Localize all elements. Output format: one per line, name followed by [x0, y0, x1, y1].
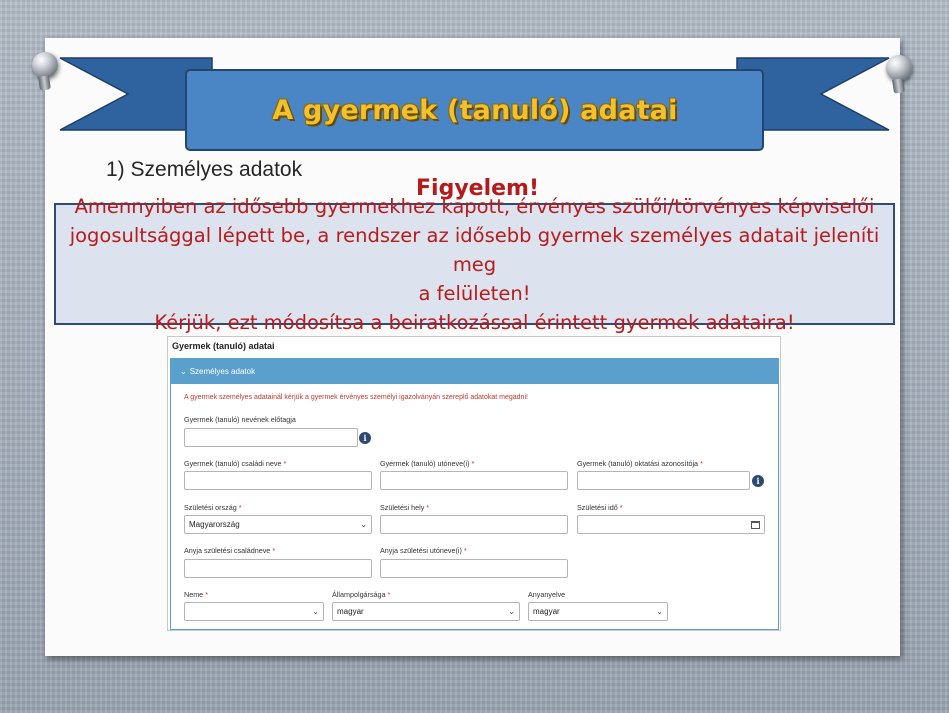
- birth-date-input[interactable]: [577, 515, 765, 534]
- notice-line: Kérjük, ezt módosítsa a beiratkozással érintett gyermek adataira!: [154, 310, 795, 334]
- education-id-label: Gyermek (tanuló) oktatási azonosítója *: [577, 459, 703, 468]
- given-names-input[interactable]: [380, 471, 568, 490]
- form-title: Gyermek (tanuló) adatai: [172, 341, 275, 351]
- chevron-down-icon: ⌄: [312, 607, 319, 616]
- accordion-label: Személyes adatok: [189, 366, 256, 376]
- citizenship-value: magyar: [337, 607, 364, 616]
- mother-family-name-label: Anyja születési családneve *: [184, 546, 276, 555]
- mother-tongue-value: magyar: [533, 607, 560, 616]
- mother-given-names-label: Anyja születési utóneve(i) *: [380, 546, 467, 555]
- name-prefix-input[interactable]: [184, 428, 358, 447]
- section-label: 1) Személyes adatok: [106, 158, 303, 181]
- left-pushpin-icon: [32, 52, 58, 78]
- mother-given-names-input[interactable]: [380, 559, 568, 578]
- family-name-input[interactable]: [184, 471, 372, 490]
- birth-country-select[interactable]: [184, 515, 372, 534]
- child-data-form: [167, 336, 781, 631]
- chevron-down-icon: ⌄: [180, 366, 187, 376]
- birth-date-label: Születési idő *: [577, 503, 623, 512]
- gender-select[interactable]: [184, 602, 324, 621]
- citizenship-select[interactable]: [332, 602, 520, 621]
- calendar-icon[interactable]: [751, 521, 760, 529]
- right-pushpin-icon: [886, 55, 912, 81]
- notice-line: jogosultsággal lépett be, a rendszer az idősebb gyermek személyes adatait jeleníti meg: [69, 223, 880, 276]
- notice-line: Amennyiben az idősebb gyermekhez kapott, érvényes szülői/törvényes képviselői: [74, 194, 875, 218]
- slide-title: A gyermek (tanuló) adatai: [272, 94, 678, 126]
- info-icon[interactable]: i: [752, 475, 764, 487]
- education-id-input[interactable]: [577, 471, 750, 490]
- mother-family-name-input[interactable]: [184, 559, 372, 578]
- mother-tongue-select[interactable]: [528, 602, 668, 621]
- family-name-label: Gyermek (tanuló) családi neve *: [184, 459, 287, 468]
- birth-place-label: Születési hely *: [380, 503, 430, 512]
- citizenship-label: Állampolgársága *: [332, 590, 391, 599]
- notice-box: [54, 194, 895, 334]
- mother-tongue-label: Anyanyelve: [528, 590, 566, 599]
- name-prefix-label: Gyermek (tanuló) nevének előtagja: [184, 415, 296, 424]
- birth-place-input[interactable]: [380, 515, 568, 534]
- info-icon[interactable]: i: [359, 432, 371, 444]
- chevron-down-icon: ⌄: [508, 607, 515, 616]
- birth-country-label: Születési ország *: [184, 503, 242, 512]
- birth-country-value: Magyarország: [189, 520, 240, 529]
- form-warning: A gyermek személyes adatainál kérjük a gyermek érvényes személyi igazolványán szereplő adatokat megadni!: [184, 394, 528, 401]
- personal-data-accordion[interactable]: [170, 358, 779, 384]
- notice-line: a felületen!: [418, 281, 531, 305]
- given-names-label: Gyermek (tanuló) utóneve(i) *: [380, 459, 475, 468]
- attention-heading: Figyelem!: [416, 176, 539, 201]
- chevron-down-icon: ⌄: [360, 520, 367, 529]
- gender-label: Neme *: [184, 590, 208, 599]
- chevron-down-icon: ⌄: [656, 607, 663, 616]
